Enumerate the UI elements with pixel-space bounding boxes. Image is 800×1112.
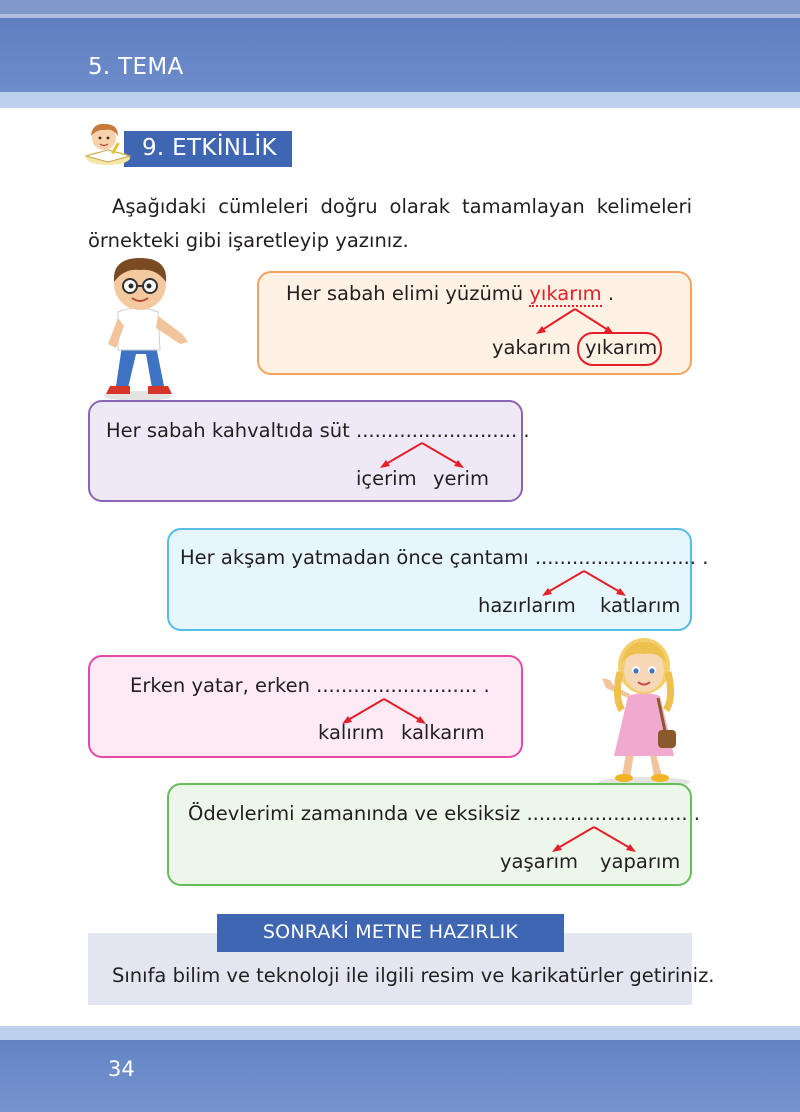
footer-stripe <box>0 1026 800 1040</box>
header-stripe-bottom <box>0 92 800 108</box>
exercise-period: . <box>517 419 530 442</box>
blonde-girl-illustration <box>592 632 696 788</box>
option-word[interactable]: yaparım <box>600 850 681 873</box>
answer-blank[interactable]: .......................... <box>356 419 518 442</box>
exercise-answer: yıkarım <box>529 282 602 305</box>
exercise-text: Her akşam yatmadan önce çantamı <box>180 546 535 569</box>
header-stripe-top <box>0 0 800 14</box>
exercise-text: Erken yatar, erken <box>130 674 317 697</box>
exercise-period: . <box>477 674 490 697</box>
option-word[interactable]: yerim <box>433 467 489 490</box>
theme-title: 5. TEMA <box>88 54 184 80</box>
reading-child-icon <box>78 118 134 168</box>
exercise-text: Ödevlerimi zamanında ve eksiksiz <box>188 802 527 825</box>
option-word: yakarım <box>492 336 571 359</box>
option-word[interactable]: içerim <box>356 467 417 490</box>
instruction-text: Aşağıdaki cümleleri doğru olarak tamamlayan kelimeleri örnekteki gibi işaretleyip yazınız. <box>88 195 692 252</box>
activity-title: 9. ETKİNLİK <box>142 135 277 161</box>
exercise-sentence-5 <box>188 802 700 825</box>
arrow-pair-2 <box>374 440 470 470</box>
exercise-sentence-1 <box>286 282 614 305</box>
exercise-period: . <box>601 282 615 305</box>
option-word-selected: yıkarım <box>585 336 658 359</box>
exercise-sentence-2 <box>106 419 530 442</box>
exercise-period: . <box>696 546 709 569</box>
next-text-title: SONRAKİ METNE HAZIRLIK <box>262 921 519 943</box>
answer-blank[interactable]: .......................... <box>526 802 688 825</box>
next-text-instruction: Sınıfa bilim ve teknoloji ile ilgili resim ve karikatürler getiriniz. <box>112 964 715 987</box>
option-word[interactable]: yaşarım <box>500 850 579 873</box>
boy-with-glasses-illustration <box>96 254 192 404</box>
answer-blank[interactable]: .......................... <box>316 674 478 697</box>
exercise-text: Her sabah kahvaltıda süt <box>106 419 356 442</box>
answer-blank[interactable]: .......................... <box>534 546 696 569</box>
exercise-sentence-4 <box>130 674 490 697</box>
option-word[interactable]: hazırlarım <box>478 594 576 617</box>
exercise-text: Her sabah elimi yüzümü <box>286 282 530 305</box>
option-word[interactable]: kalırım <box>318 721 385 744</box>
page-number: 34 <box>108 1057 135 1081</box>
exercise-sentence-3 <box>180 546 708 569</box>
option-word[interactable]: kalkarım <box>401 721 485 744</box>
option-word[interactable]: katlarım <box>600 594 681 617</box>
exercise-period: . <box>687 802 701 825</box>
